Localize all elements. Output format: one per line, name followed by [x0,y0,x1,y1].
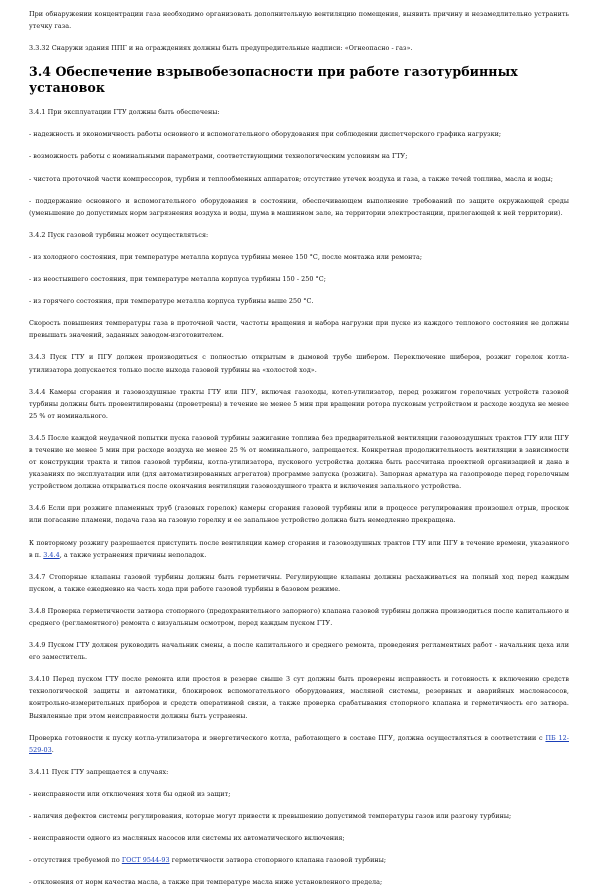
paragraph-3-4-11: 3.4.11 Пуск ГТУ запрещается в случаях: [29,767,169,776]
valve-tightness-text-end: герметичности затвора стопорного клапана газовой турбины; [169,856,387,865]
list-item-warm-start: - из неостывшего состояния, при температуре металла корпуса турбины 150 - 250 °С; [29,275,326,284]
paragraph-heating-rate: Скорость повышения температуры газа в проточной части, частоты вращения и набора нагрузки при пуске из каждого теплового состояния не должны превышать значений, заданных заводом-изготовителем. [29,319,569,340]
section-heading-3-4: 3.4 Обеспечение взрывобезопасности при работе газотурбинных установок [29,64,518,96]
paragraph-boiler-readiness [29,732,569,756]
list-item-nominal-params: - возможность работы с номинальными параметрами, соответствующими технологическим условиям на ГТУ; [29,152,408,161]
paragraph-3-4-10: 3.4.10 Перед пуском ГТУ после ремонта или простоя в резерве свыше 3 сут должны быть проверены исправность и готовность к включению средств технологической защиты и автоматики, блокировок вспомогательного оборудования, масляной системы, резервных и аварийных маслонасосов, контрольно-измерительных приборов и средств оперативной связи, а также проверка срабатывания стопорного клапана и герметичность его затвора. Выявленные при этом неисправности должны быть устранены. [29,675,569,720]
paragraph-3-4-6: 3.4.6 Если при розжиге пламенных труб (газовых горелок) камеры сгорания газовой турбины или в процессе регулирования произошел отрыв, проскок или погасание пламени, подача газа на газовую горелку и ее запальное устройство должна быть немедленно прекращена. [29,504,569,525]
paragraph-re-ignition [29,537,569,561]
list-item-oil-pump-fault: - неисправности одного из масляных насосов или системы их автоматического включения; [29,834,345,843]
paragraph-3-4-5: 3.4.5 После каждой неудачной попытки пуска газовой турбины зажигание топлива без предварительной вентиляции газовоздушных трактов ГТУ или ПГУ в течение не менее 5 мин при расходе воздуха не менее 25 % от номинального, запрещается. Конкретная продолжительность вентиляции в зависимости от конструкции тракта и типов газовой турбины, котла-утилизатора, пускового устройства должна быть рассчитана проектной организацией и дана в указаниях по эксплуатации или (для автоматизированных агрегатов) программе запуска (розжига). Запорная арматура на газопроводе перед горелочным устройством должна открываться после окончания вентиляции газовоздушного тракта и включения запального устройства. [29,433,569,491]
link-gost-9544-93[interactable]: ГОСТ 9544-93 [121,856,170,865]
paragraph-3-3-32: 3.3.32 Снаружи здания ППГ и на ограждениях должны быть предупредительные надписи: «Огнеопасно - газ». [29,44,413,53]
link-pb-12-529-03[interactable]: ПБ 12-529-03 [29,733,569,754]
boiler-readiness-text-end: . [51,745,54,754]
paragraph-3-4-9: 3.4.9 Пуском ГТУ должен руководить начальник смены, а после капитального и среднего ремонта, проведения регламентных работ - начальник цеха или его заместитель. [29,641,569,662]
paragraph-3-4-3: 3.4.3 Пуск ГТУ и ПГУ должен производиться с полностью открытым в дымовой трубе шибером. Переключение шиберов, розжиг горелок котла-утилизатора допускается только после выхода газовой турбины на «холостой ход». [29,353,569,374]
valve-tightness-text-start: - отсутствия требуемой по [29,856,122,865]
list-item-valve-tightness [29,854,569,866]
list-item-cleanliness: - чистота проточной части компрессоров, турбин и теплообменных аппаратов; отсутствие утечек воздуха и газа, а также течей топлива, масла и воды; [29,174,553,183]
re-ignition-text-end: , а также устранения причины неполадок. [59,550,207,559]
list-item-oil-quality: - отклонения от норм качества масла, а также при температуре масла ниже установленного предела; [29,878,383,887]
list-item-regulation-defects: - наличия дефектов системы регулирования, которые могут привести к превышению допустимой температуры газов или разгону турбины; [29,812,512,821]
list-item-hot-start: - из горячего состояния, при температуре металла корпуса турбины выше 250 °С. [29,297,314,306]
paragraph-3-4-7: 3.4.7 Стопорные клапаны газовой турбины должны быть герметичны. Регулирующие клапаны должны расхаживаться на полный ход перед каждым пуском, а также ежедневно на часть хода при работе газовой турбины в базовом режиме. [29,572,569,593]
boiler-readiness-text-start: Проверка готовности к пуску котла-утилизатора и энергетического котла, работающего в составе ПГУ, должна осуществляться в соответствии с [29,733,546,742]
list-item-protection-fault: - неисправности или отключения хотя бы одной из защит; [29,789,231,798]
paragraph-3-4-2: 3.4.2 Пуск газовой турбины может осуществляться: [29,230,209,239]
re-ignition-text-start: К повторному розжигу разрешается приступить после вентиляции камер сгорания и газовоздушных трактов ГТУ или ПГУ в течение времени, указанного в п. [29,538,569,559]
list-item-environment: - поддержание основного и вспомогательного оборудования в состоянии, обеспечивающем выполнение требований по защите окружающей среды (уменьшение до допустимых норм загрязнения воздуха и воды, шума в машинном зале, на территории электростанции, прилегающей к ней территории). [29,196,569,217]
list-item-cold-start: - из холодного состояния, при температуре металла корпуса турбины менее 150 °С, после монтажа или ремонта; [29,252,423,261]
link-clause-3-4-4[interactable]: 3.4.4 [43,550,60,559]
paragraph-3-4-8: 3.4.8 Проверка герметичности затвора стопорного (предохранительного запорного) клапана газовой турбины должна производиться после капитального и среднего (регламентного) ремонта с визуальным осмотром, перед каждым пуском ГТУ. [29,606,570,627]
paragraph-gas-concentration: При обнаружении концентрации газа необходимо организовать дополнительную вентиляцию помещения, выявить причину и незамедлительно устранить утечку газа. [29,10,569,31]
paragraph-3-4-1: 3.4.1 При эксплуатации ГТУ должны быть обеспечены: [29,108,220,117]
paragraph-3-4-4: 3.4.4 Камеры сгорания и газовоздушные тракты ГТУ или ПГУ, включая газоходы, котел-утилизатор, перед розжигом горелочных устройств газовой турбины должны быть провентилированы (проветрены) в течение не менее 5 мин при вращении ротора пусковым устройством и расходе воздуха не менее 25 % от номинального. [29,387,569,420]
list-item-reliability: - надежность и экономичность работы основного и вспомогательного оборудования при соблюдении диспетчерского графика нагрузки; [29,130,502,139]
